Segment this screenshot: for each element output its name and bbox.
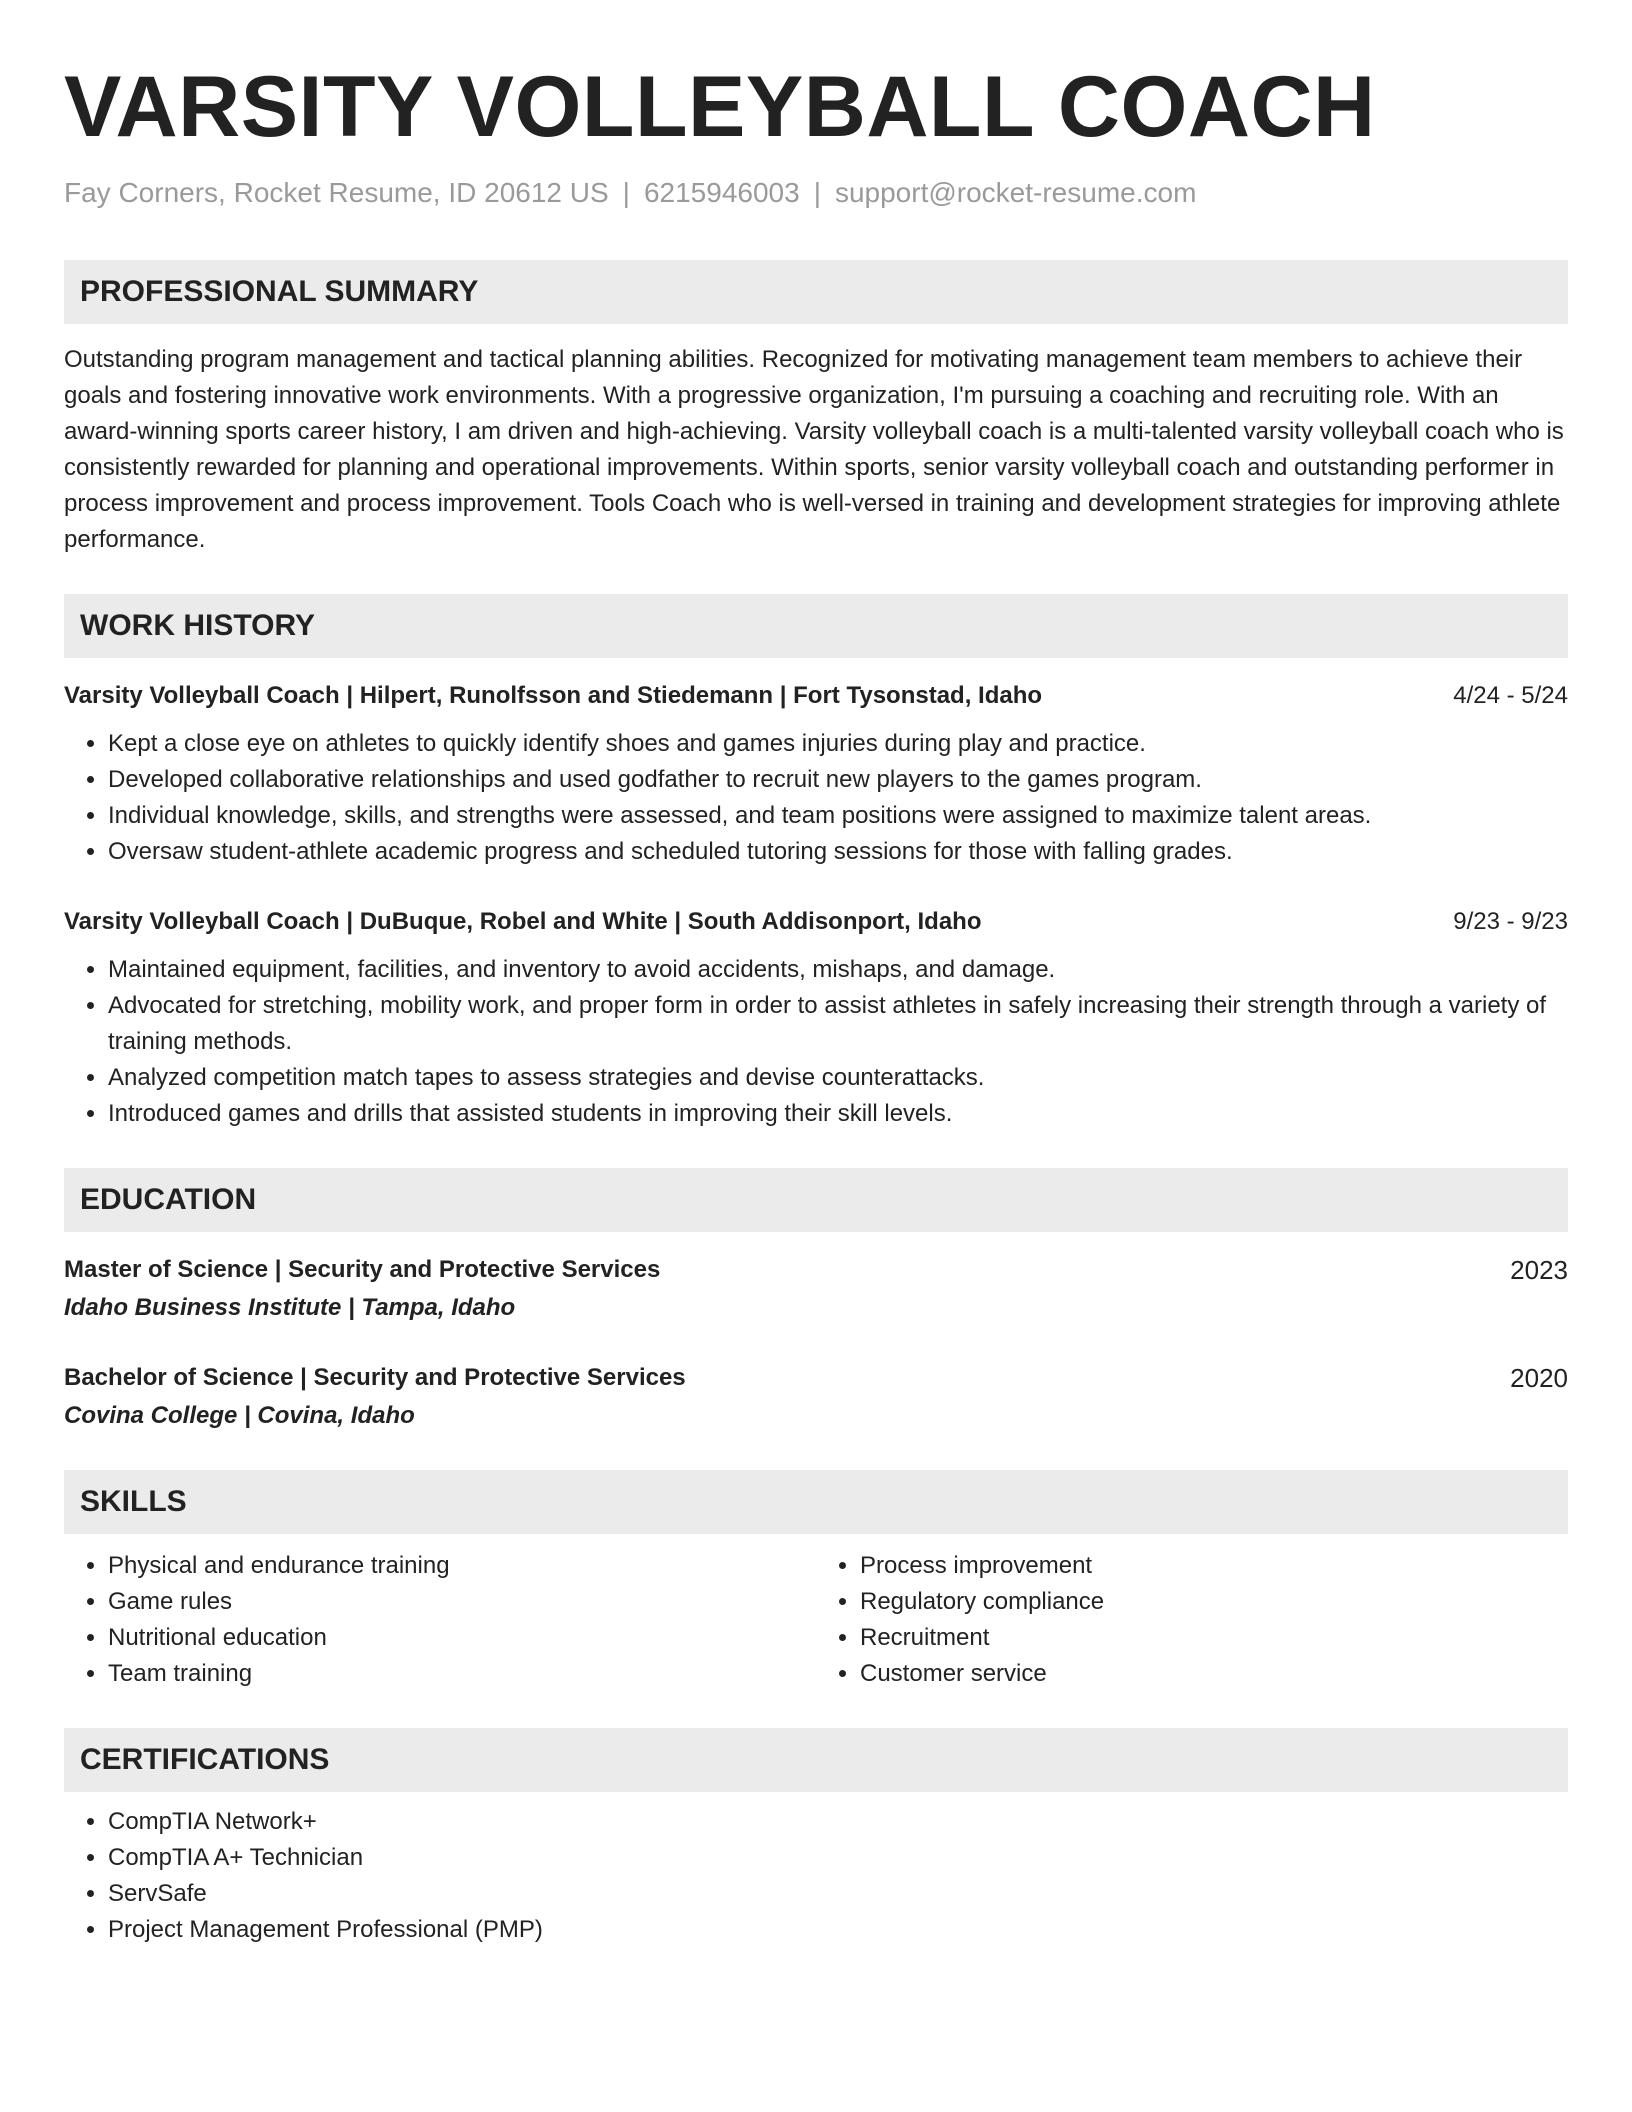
- list-item: • Process improvement: [860, 1548, 1568, 1584]
- list-item: • Kept a close eye on athletes to quickly identify shoes and games injuries during play and practice.: [108, 726, 1568, 762]
- education-header: [64, 1360, 1568, 1396]
- education-year: 2020: [1510, 1362, 1568, 1393]
- list-item: • Customer service: [860, 1656, 1568, 1692]
- section-header-education: EDUCATION: [64, 1168, 1568, 1232]
- contact-phone: 6215946003: [643, 177, 800, 208]
- list-item: • Introduced games and drills that assisted students in improving their skill levels.: [108, 1096, 1568, 1132]
- list-item: • Oversaw student-athlete academic progress and scheduled tutoring sessions for those with falling grades.: [108, 834, 1568, 870]
- list-item: • Project Management Professional (PMP): [108, 1912, 1568, 1948]
- contact-line: [64, 176, 1568, 210]
- list-item: • Physical and endurance training: [108, 1548, 816, 1584]
- list-item: • CompTIA A+ Technician: [108, 1840, 1568, 1876]
- list-item: • CompTIA Network+: [108, 1804, 1568, 1840]
- education-year: 2023: [1510, 1254, 1568, 1285]
- contact-separator: |: [813, 177, 821, 208]
- skills-grid: [64, 1548, 1568, 1692]
- list-item: • Maintained equipment, facilities, and inventory to avoid accidents, mishaps, and damage.: [108, 952, 1568, 988]
- skills-column-right: [816, 1548, 1568, 1692]
- education-degree: Bachelor of Science | Security and Protective Services: [64, 1363, 686, 1391]
- contact-address: Fay Corners, Rocket Resume, ID 20612 US: [64, 177, 609, 208]
- section-header-skills: SKILLS: [64, 1470, 1568, 1534]
- job-bullets: [64, 952, 1568, 1132]
- section-header-summary: PROFESSIONAL SUMMARY: [64, 260, 1568, 324]
- job-entry: [64, 678, 1568, 870]
- resume-title: VARSITY VOLLEYBALL COACH: [64, 59, 1376, 155]
- education-entry: [64, 1360, 1568, 1434]
- education-header: [64, 1252, 1568, 1288]
- list-item: • Recruitment: [860, 1620, 1568, 1656]
- list-item: • Analyzed competition match tapes to assess strategies and devise counterattacks.: [108, 1060, 1568, 1096]
- job-header: [64, 678, 1568, 714]
- education-entry: [64, 1252, 1568, 1326]
- education-school: Idaho Business Institute | Tampa, Idaho: [64, 1293, 516, 1321]
- contact-email: support@rocket-resume.com: [834, 177, 1197, 208]
- skills-column-left: [64, 1548, 816, 1692]
- contact-separator: |: [622, 177, 630, 208]
- certifications-list: [64, 1804, 1568, 1948]
- summary-text: Outstanding program management and tactical planning abilities. Recognized for motivating management team members to achieve their goals and fostering innovative work environments. With a progressive organization, I'm pursuing a coaching and recruiting role. With an award-winning sports career history, I am driven and high-achieving. Varsity volleyball coach is a multi-talented varsity volleyball coach who is consistently rewarded for planning and operational improvements. Within sports, senior varsity volleyball coach and outstanding performer in process improvement and process improvement. Tools Coach who is well-versed in training and development strategies for improving athlete performance.: [64, 345, 1564, 553]
- list-item: • Team training: [108, 1656, 816, 1692]
- list-item: • Developed collaborative relationships and used godfather to recruit new players to the games program.: [108, 762, 1568, 798]
- job-bullets: [64, 726, 1568, 870]
- section-header-work-history: WORK HISTORY: [64, 594, 1568, 658]
- education-school: Covina College | Covina, Idaho: [64, 1401, 415, 1429]
- job-title: Varsity Volleyball Coach | DuBuque, Robel and White | South Addisonport, Idaho: [64, 907, 982, 935]
- job-dates: 4/24 - 5/24: [1453, 681, 1568, 709]
- list-item: • ServSafe: [108, 1876, 1568, 1912]
- list-item: • Nutritional education: [108, 1620, 816, 1656]
- education-degree: Master of Science | Security and Protective Services: [64, 1255, 661, 1283]
- job-title: Varsity Volleyball Coach | Hilpert, Runolfsson and Stiedemann | Fort Tysonstad, Idaho: [64, 681, 1043, 709]
- list-item: • Individual knowledge, skills, and strengths were assessed, and team positions were assigned to maximize talent areas.: [108, 798, 1568, 834]
- list-item: • Game rules: [108, 1584, 816, 1620]
- job-header: [64, 904, 1568, 940]
- job-dates: 9/23 - 9/23: [1453, 907, 1568, 935]
- list-item: • Advocated for stretching, mobility work, and proper form in order to assist athletes in safely increasing their strength through a variety of training methods.: [108, 988, 1568, 1060]
- job-entry: [64, 904, 1568, 1132]
- section-header-certifications: CERTIFICATIONS: [64, 1728, 1568, 1792]
- list-item: • Regulatory compliance: [860, 1584, 1568, 1620]
